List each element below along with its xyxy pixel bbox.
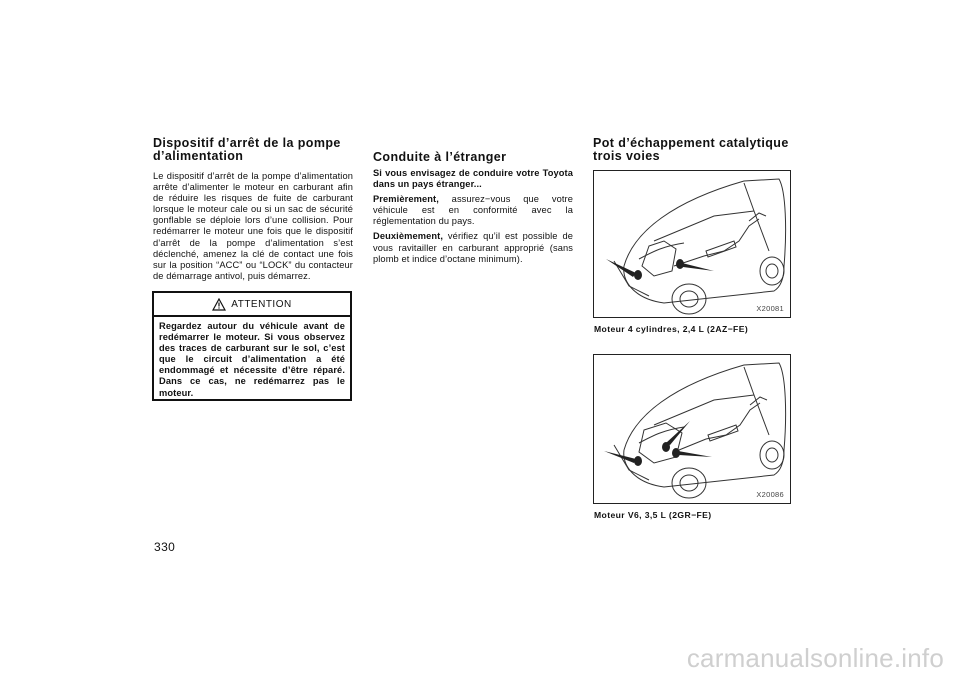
watermark: carmanualsonline.info xyxy=(686,643,944,673)
fuel-pump-paragraph: Le dispositif d’arrêt de la pompe d’alimentation arrête d’alimenter le moteur en carburant afin de réduire les risques de fuite de carburant lorsque le moteur cale ou si un sac de sécurité gonflable se déploie lors d’une collision. Pour redémarrer le moteur une fois que le dispositif d’arrêt de la pompe d’alimentation s’est déclenché, amenez la clé de contact une fois sur la position “ACC” ou “LOCK” du contacteur de démarrage antivol, puis démarrez. xyxy=(153,171,353,281)
abroad-body xyxy=(373,168,573,269)
title-line: Dispositif d’arrêt de la pompe xyxy=(153,136,341,150)
paragraph-text: vérifiez qu’il est possible de vous ravitailler en carburant approprié (sans plomb et indice d’octane minimum). xyxy=(373,231,573,264)
abroad-paragraph-2 xyxy=(373,231,573,264)
figure-4-cylinder xyxy=(593,170,791,318)
title-line: trois voies xyxy=(593,149,660,163)
car-exhaust-illustration xyxy=(594,171,790,317)
column-fuel-pump xyxy=(153,137,353,163)
abroad-paragraph-1 xyxy=(373,194,573,227)
warning-heading: ATTENTION xyxy=(231,298,292,310)
figure-code: X20086 xyxy=(756,490,784,499)
paragraph-lead: Deuxièmement, xyxy=(373,231,444,242)
title-line: d’alimentation xyxy=(153,149,244,163)
figure-caption: Moteur V6, 3,5 L (2GR−FE) xyxy=(594,510,712,520)
title-line: Pot d’échappement catalytique xyxy=(593,136,789,150)
column-abroad xyxy=(373,151,573,164)
warning-box xyxy=(152,291,352,401)
warning-triangle-icon xyxy=(212,298,226,311)
section-title-abroad: Conduite à l’étranger xyxy=(373,150,507,164)
warning-header xyxy=(154,293,350,317)
section-title-catalytic xyxy=(593,137,793,163)
column-catalytic xyxy=(593,137,793,163)
page-number: 330 xyxy=(154,540,176,554)
warning-text: Regardez autour du véhicule avant de redémarrer le moteur. Si vous observez des traces de carburant sur le sol, c’est que le circuit d’alimentation a été endommagé et nécessite d’être réparé. Dans ce cas, ne redémarrez pas le moteur. xyxy=(159,321,345,398)
paragraph-lead: Premièrement, xyxy=(373,194,439,205)
figure-code: X20081 xyxy=(756,304,784,313)
figure-caption: Moteur 4 cylindres, 2,4 L (2AZ−FE) xyxy=(594,324,749,334)
abroad-intro: Si vous envisagez de conduire votre Toyota dans un pays étranger... xyxy=(373,168,573,190)
section-title-fuel-pump xyxy=(153,137,353,163)
fuel-pump-body xyxy=(153,171,353,282)
paragraph-text: assurez−vous que votre véhicule est en conformité avec la réglementation du pays. xyxy=(373,194,573,227)
figure-v6 xyxy=(593,354,791,504)
car-exhaust-illustration xyxy=(594,355,790,503)
